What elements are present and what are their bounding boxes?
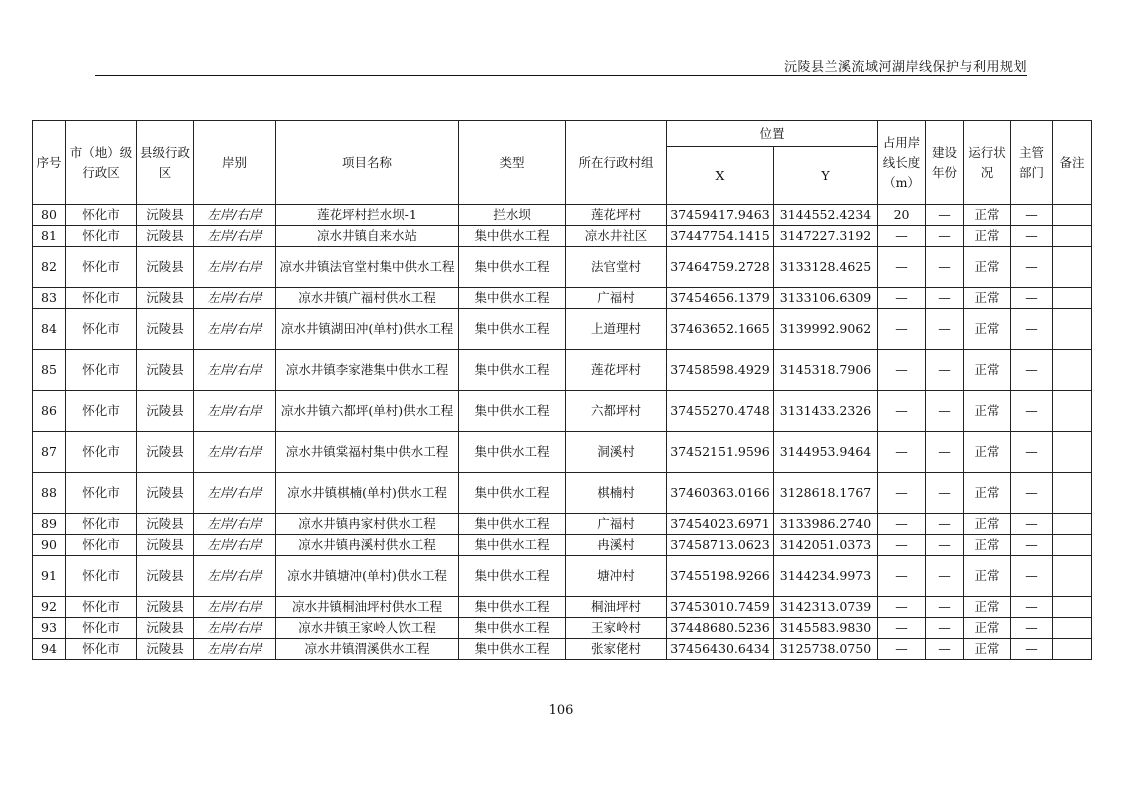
col-header-y: Y <box>774 147 878 205</box>
cell-village: 莲花坪村 <box>566 350 667 391</box>
cell-status: 正常 <box>964 391 1011 432</box>
cell-dept: — <box>1011 247 1053 288</box>
cell-seq: 83 <box>33 288 66 309</box>
col-header-county: 县级行政区 <box>137 121 194 205</box>
cell-y: 3133986.2740 <box>774 514 878 535</box>
cell-village: 棋楠村 <box>566 473 667 514</box>
cell-year: — <box>926 309 964 350</box>
cell-status: 正常 <box>964 597 1011 618</box>
col-header-status: 运行状况 <box>964 121 1011 205</box>
cell-y: 3125738.0750 <box>774 639 878 660</box>
cell-y: 3145318.7906 <box>774 350 878 391</box>
cell-y: 3128618.1767 <box>774 473 878 514</box>
cell-year: — <box>926 205 964 226</box>
cell-name: 凉水井镇李家港集中供水工程 <box>276 350 459 391</box>
cell-length: — <box>878 473 926 514</box>
cell-dept: — <box>1011 535 1053 556</box>
cell-dept: — <box>1011 226 1053 247</box>
cell-name: 凉水井镇桐油坪村供水工程 <box>276 597 459 618</box>
cell-note <box>1053 226 1092 247</box>
col-header-position: 位置 <box>667 121 878 147</box>
col-header-seq: 序号 <box>33 121 66 205</box>
cell-length: — <box>878 514 926 535</box>
cell-bank: 左岸/右岸 <box>194 639 276 660</box>
cell-county: 沅陵县 <box>137 535 194 556</box>
cell-x: 37459417.9463 <box>667 205 774 226</box>
col-header-type: 类型 <box>459 121 566 205</box>
cell-type: 集中供水工程 <box>459 391 566 432</box>
cell-seq: 94 <box>33 639 66 660</box>
cell-length: — <box>878 432 926 473</box>
cell-y: 3142051.0373 <box>774 535 878 556</box>
cell-county: 沅陵县 <box>137 556 194 597</box>
cell-seq: 81 <box>33 226 66 247</box>
cell-status: 正常 <box>964 309 1011 350</box>
cell-status: 正常 <box>964 556 1011 597</box>
cell-county: 沅陵县 <box>137 618 194 639</box>
cell-village: 广福村 <box>566 514 667 535</box>
cell-status: 正常 <box>964 618 1011 639</box>
cell-village: 莲花坪村 <box>566 205 667 226</box>
cell-county: 沅陵县 <box>137 391 194 432</box>
cell-length: — <box>878 556 926 597</box>
cell-village: 洞溪村 <box>566 432 667 473</box>
cell-seq: 87 <box>33 432 66 473</box>
cell-type: 集中供水工程 <box>459 247 566 288</box>
cell-village: 法官堂村 <box>566 247 667 288</box>
cell-y: 3144552.4234 <box>774 205 878 226</box>
cell-name: 凉水井镇王家岭人饮工程 <box>276 618 459 639</box>
cell-dept: — <box>1011 639 1053 660</box>
cell-x: 37454656.1379 <box>667 288 774 309</box>
cell-city: 怀化市 <box>66 226 137 247</box>
cell-note <box>1053 205 1092 226</box>
cell-bank: 左岸/右岸 <box>194 205 276 226</box>
cell-year: — <box>926 391 964 432</box>
cell-name: 凉水井镇六都坪(单村)供水工程 <box>276 391 459 432</box>
shoreline-project-table <box>32 120 1092 660</box>
cell-x: 37460363.0166 <box>667 473 774 514</box>
cell-city: 怀化市 <box>66 473 137 514</box>
cell-name: 凉水井镇湖田冲(单村)供水工程 <box>276 309 459 350</box>
cell-name: 凉水井镇棠福村集中供水工程 <box>276 432 459 473</box>
cell-name: 凉水井镇渭溪供水工程 <box>276 639 459 660</box>
col-header-x: X <box>667 147 774 205</box>
cell-status: 正常 <box>964 350 1011 391</box>
cell-seq: 82 <box>33 247 66 288</box>
table-row <box>33 597 1092 618</box>
cell-city: 怀化市 <box>66 514 137 535</box>
cell-year: — <box>926 597 964 618</box>
cell-y: 3133106.6309 <box>774 288 878 309</box>
cell-x: 37463652.1665 <box>667 309 774 350</box>
cell-dept: — <box>1011 205 1053 226</box>
cell-x: 37452151.9596 <box>667 432 774 473</box>
cell-county: 沅陵县 <box>137 514 194 535</box>
cell-dept: — <box>1011 597 1053 618</box>
cell-status: 正常 <box>964 639 1011 660</box>
cell-note <box>1053 350 1092 391</box>
cell-y: 3139992.9062 <box>774 309 878 350</box>
table-row <box>33 473 1092 514</box>
cell-county: 沅陵县 <box>137 597 194 618</box>
cell-bank: 左岸/右岸 <box>194 391 276 432</box>
cell-seq: 85 <box>33 350 66 391</box>
cell-length: — <box>878 247 926 288</box>
cell-city: 怀化市 <box>66 556 137 597</box>
cell-seq: 88 <box>33 473 66 514</box>
cell-village: 桐油坪村 <box>566 597 667 618</box>
col-header-dept: 主管部门 <box>1011 121 1053 205</box>
cell-y: 3145583.9830 <box>774 618 878 639</box>
table-row <box>33 288 1092 309</box>
cell-x: 37453010.7459 <box>667 597 774 618</box>
cell-city: 怀化市 <box>66 432 137 473</box>
cell-note <box>1053 535 1092 556</box>
cell-status: 正常 <box>964 205 1011 226</box>
col-header-length: 占用岸线长度（m） <box>878 121 926 205</box>
cell-length: — <box>878 350 926 391</box>
cell-name: 凉水井镇塘冲(单村)供水工程 <box>276 556 459 597</box>
cell-status: 正常 <box>964 432 1011 473</box>
cell-x: 37456430.6434 <box>667 639 774 660</box>
cell-note <box>1053 514 1092 535</box>
cell-village: 上道理村 <box>566 309 667 350</box>
cell-county: 沅陵县 <box>137 309 194 350</box>
cell-name: 凉水井镇广福村供水工程 <box>276 288 459 309</box>
col-header-year: 建设年份 <box>926 121 964 205</box>
cell-bank: 左岸/右岸 <box>194 288 276 309</box>
cell-year: — <box>926 556 964 597</box>
cell-type: 集中供水工程 <box>459 597 566 618</box>
table-row <box>33 639 1092 660</box>
cell-note <box>1053 473 1092 514</box>
cell-county: 沅陵县 <box>137 205 194 226</box>
page-number: 106 <box>548 703 574 718</box>
cell-city: 怀化市 <box>66 309 137 350</box>
table-row <box>33 556 1092 597</box>
cell-y: 3131433.2326 <box>774 391 878 432</box>
cell-city: 怀化市 <box>66 391 137 432</box>
cell-seq: 84 <box>33 309 66 350</box>
header-rule <box>95 75 1027 76</box>
cell-county: 沅陵县 <box>137 473 194 514</box>
cell-note <box>1053 288 1092 309</box>
cell-dept: — <box>1011 618 1053 639</box>
cell-note <box>1053 618 1092 639</box>
cell-year: — <box>926 350 964 391</box>
cell-note <box>1053 597 1092 618</box>
cell-type: 集中供水工程 <box>459 473 566 514</box>
cell-type: 拦水坝 <box>459 205 566 226</box>
cell-x: 37464759.2728 <box>667 247 774 288</box>
cell-name: 凉水井镇自来水站 <box>276 226 459 247</box>
cell-type: 集中供水工程 <box>459 514 566 535</box>
cell-bank: 左岸/右岸 <box>194 432 276 473</box>
cell-name: 凉水井镇冉家村供水工程 <box>276 514 459 535</box>
table-row <box>33 535 1092 556</box>
cell-dept: — <box>1011 288 1053 309</box>
cell-city: 怀化市 <box>66 288 137 309</box>
cell-county: 沅陵县 <box>137 288 194 309</box>
cell-length: — <box>878 535 926 556</box>
cell-note <box>1053 247 1092 288</box>
cell-county: 沅陵县 <box>137 247 194 288</box>
cell-note <box>1053 391 1092 432</box>
cell-city: 怀化市 <box>66 618 137 639</box>
table-row <box>33 618 1092 639</box>
cell-length: 20 <box>878 205 926 226</box>
document-header-title: 沅陵县兰溪流域河湖岸线保护与利用规划 <box>783 60 1027 75</box>
cell-village: 塘冲村 <box>566 556 667 597</box>
cell-type: 集中供水工程 <box>459 226 566 247</box>
cell-seq: 86 <box>33 391 66 432</box>
col-header-note: 备注 <box>1053 121 1092 205</box>
cell-x: 37448680.5236 <box>667 618 774 639</box>
cell-seq: 91 <box>33 556 66 597</box>
cell-city: 怀化市 <box>66 205 137 226</box>
cell-type: 集中供水工程 <box>459 535 566 556</box>
cell-county: 沅陵县 <box>137 639 194 660</box>
cell-x: 37447754.1415 <box>667 226 774 247</box>
cell-status: 正常 <box>964 535 1011 556</box>
cell-type: 集中供水工程 <box>459 639 566 660</box>
table-row <box>33 247 1092 288</box>
cell-bank: 左岸/右岸 <box>194 535 276 556</box>
cell-dept: — <box>1011 556 1053 597</box>
cell-year: — <box>926 514 964 535</box>
cell-bank: 左岸/右岸 <box>194 473 276 514</box>
cell-year: — <box>926 639 964 660</box>
cell-length: — <box>878 309 926 350</box>
cell-bank: 左岸/右岸 <box>194 226 276 247</box>
cell-county: 沅陵县 <box>137 350 194 391</box>
cell-seq: 90 <box>33 535 66 556</box>
cell-city: 怀化市 <box>66 350 137 391</box>
cell-seq: 80 <box>33 205 66 226</box>
cell-dept: — <box>1011 432 1053 473</box>
cell-dept: — <box>1011 309 1053 350</box>
cell-bank: 左岸/右岸 <box>194 556 276 597</box>
cell-village: 广福村 <box>566 288 667 309</box>
cell-year: — <box>926 226 964 247</box>
cell-status: 正常 <box>964 247 1011 288</box>
cell-note <box>1053 556 1092 597</box>
col-header-bank: 岸别 <box>194 121 276 205</box>
table-row <box>33 514 1092 535</box>
cell-seq: 89 <box>33 514 66 535</box>
cell-status: 正常 <box>964 226 1011 247</box>
cell-bank: 左岸/右岸 <box>194 309 276 350</box>
cell-note <box>1053 309 1092 350</box>
table-row <box>33 432 1092 473</box>
cell-type: 集中供水工程 <box>459 350 566 391</box>
cell-name: 凉水井镇冉溪村供水工程 <box>276 535 459 556</box>
cell-city: 怀化市 <box>66 639 137 660</box>
cell-year: — <box>926 247 964 288</box>
table-row <box>33 226 1092 247</box>
cell-length: — <box>878 618 926 639</box>
cell-x: 37458598.4929 <box>667 350 774 391</box>
cell-county: 沅陵县 <box>137 432 194 473</box>
cell-year: — <box>926 288 964 309</box>
cell-dept: — <box>1011 514 1053 535</box>
cell-y: 3147227.3192 <box>774 226 878 247</box>
cell-y: 3144953.9464 <box>774 432 878 473</box>
cell-county: 沅陵县 <box>137 226 194 247</box>
cell-bank: 左岸/右岸 <box>194 514 276 535</box>
cell-village: 张家佬村 <box>566 639 667 660</box>
cell-bank: 左岸/右岸 <box>194 618 276 639</box>
cell-length: — <box>878 597 926 618</box>
col-header-name: 项目名称 <box>276 121 459 205</box>
cell-x: 37458713.0623 <box>667 535 774 556</box>
cell-length: — <box>878 226 926 247</box>
cell-year: — <box>926 618 964 639</box>
cell-type: 集中供水工程 <box>459 309 566 350</box>
cell-length: — <box>878 639 926 660</box>
cell-village: 凉水井社区 <box>566 226 667 247</box>
table-row <box>33 309 1092 350</box>
cell-note <box>1053 639 1092 660</box>
cell-x: 37455198.9266 <box>667 556 774 597</box>
cell-seq: 92 <box>33 597 66 618</box>
table-body <box>33 205 1092 660</box>
cell-status: 正常 <box>964 514 1011 535</box>
col-header-village: 所在行政村组 <box>566 121 667 205</box>
cell-name: 凉水井镇法官堂村集中供水工程 <box>276 247 459 288</box>
cell-y: 3142313.0739 <box>774 597 878 618</box>
cell-status: 正常 <box>964 288 1011 309</box>
cell-bank: 左岸/右岸 <box>194 247 276 288</box>
cell-dept: — <box>1011 350 1053 391</box>
cell-x: 37454023.6971 <box>667 514 774 535</box>
cell-length: — <box>878 288 926 309</box>
cell-y: 3144234.9973 <box>774 556 878 597</box>
cell-name: 莲花坪村拦水坝-1 <box>276 205 459 226</box>
cell-x: 37455270.4748 <box>667 391 774 432</box>
cell-y: 3133128.4625 <box>774 247 878 288</box>
cell-year: — <box>926 535 964 556</box>
table-row <box>33 391 1092 432</box>
cell-year: — <box>926 432 964 473</box>
cell-dept: — <box>1011 473 1053 514</box>
col-header-city: 市（地）级行政区 <box>66 121 137 205</box>
cell-name: 凉水井镇棋楠(单村)供水工程 <box>276 473 459 514</box>
cell-bank: 左岸/右岸 <box>194 350 276 391</box>
cell-type: 集中供水工程 <box>459 618 566 639</box>
cell-village: 王家岭村 <box>566 618 667 639</box>
cell-year: — <box>926 473 964 514</box>
cell-dept: — <box>1011 391 1053 432</box>
cell-city: 怀化市 <box>66 247 137 288</box>
cell-seq: 93 <box>33 618 66 639</box>
cell-city: 怀化市 <box>66 535 137 556</box>
cell-village: 六都坪村 <box>566 391 667 432</box>
cell-village: 冉溪村 <box>566 535 667 556</box>
table-row <box>33 350 1092 391</box>
cell-length: — <box>878 391 926 432</box>
cell-bank: 左岸/右岸 <box>194 597 276 618</box>
cell-type: 集中供水工程 <box>459 288 566 309</box>
cell-status: 正常 <box>964 473 1011 514</box>
table-row <box>33 205 1092 226</box>
cell-note <box>1053 432 1092 473</box>
cell-type: 集中供水工程 <box>459 432 566 473</box>
cell-type: 集中供水工程 <box>459 556 566 597</box>
cell-city: 怀化市 <box>66 597 137 618</box>
